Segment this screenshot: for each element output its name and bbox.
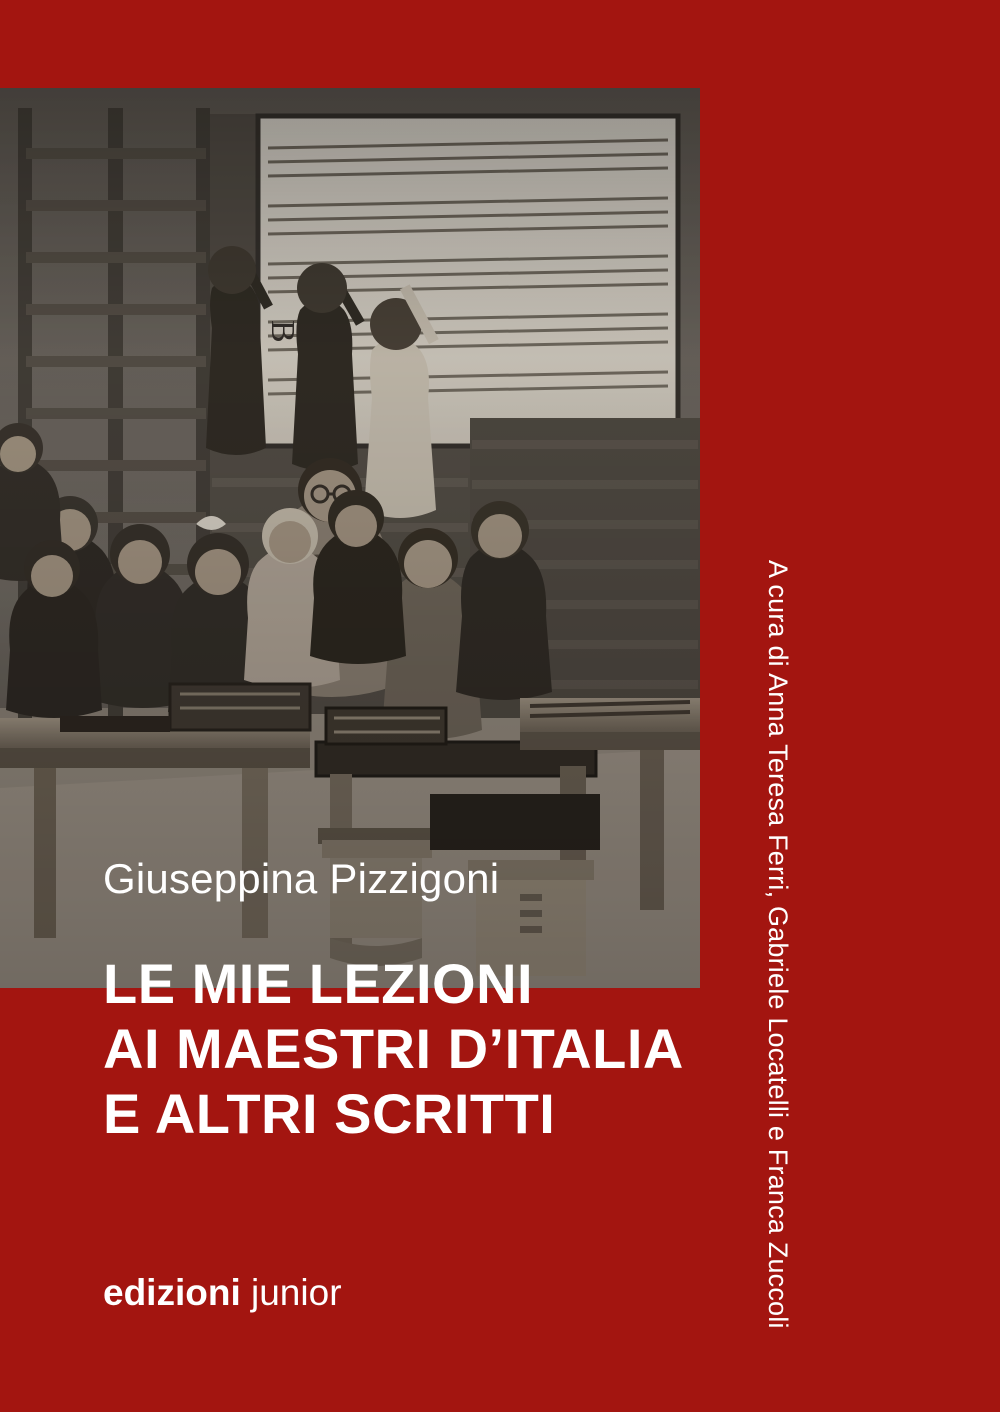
publisher-logo (103, 1272, 342, 1314)
publisher-name-light: junior (240, 1272, 342, 1313)
title-line-2: AI MAESTRI D’ITALIA (103, 1016, 684, 1080)
cover-photograph (0, 88, 700, 988)
title-line-1: LE MIE LEZIONI (103, 952, 534, 1015)
author-name: Giuseppina Pizzigoni (103, 855, 500, 902)
book-title (103, 952, 823, 1147)
publisher-name-strong: edizioni (103, 1272, 241, 1313)
title-line-3: E ALTRI SCRITTI (103, 1081, 556, 1145)
editors-credit: A cura di Anna Teresa Ferri, Gabriele Locatelli e Franca Zuccoli (763, 560, 793, 1329)
